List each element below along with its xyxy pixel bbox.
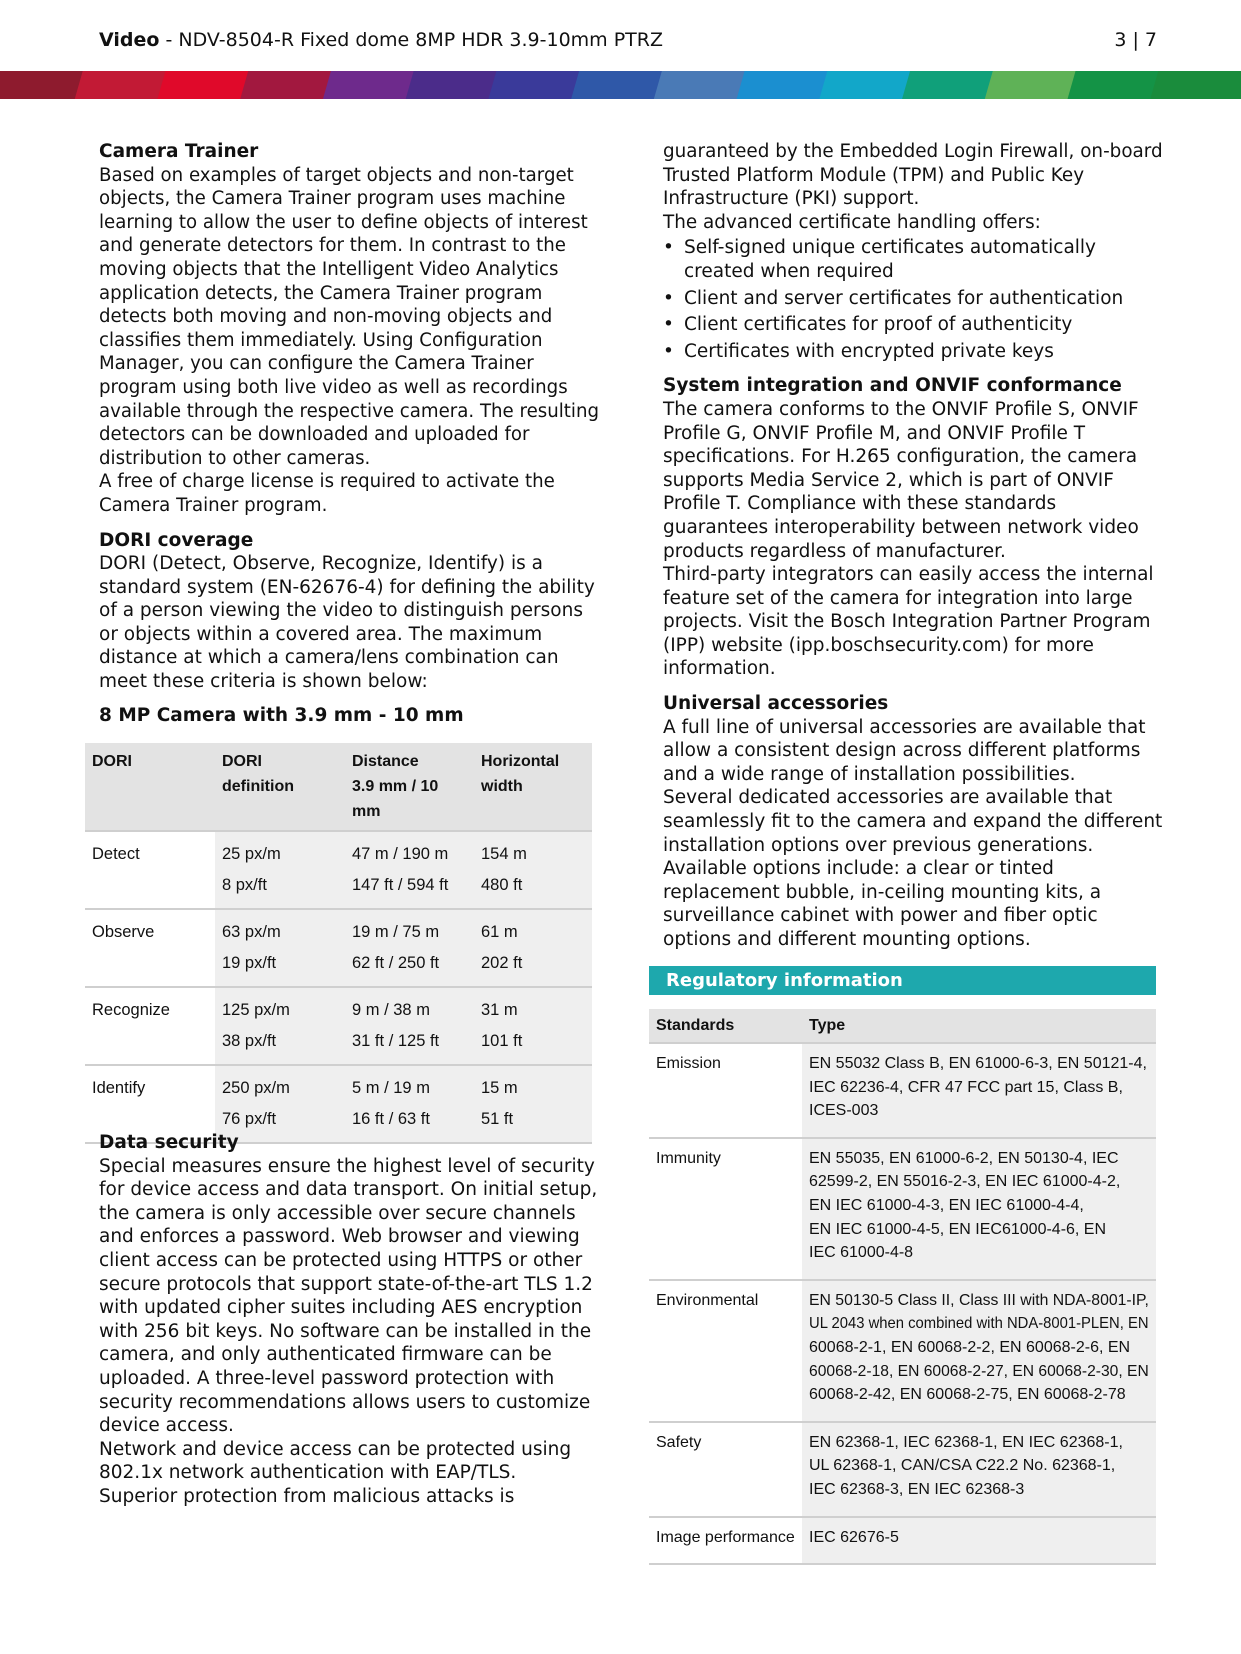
- text-line: client access can be protected using HTTPS or other: [99, 1249, 583, 1271]
- text-line: guaranteed by the Embedded Login Firewall, on-board: [663, 141, 1163, 162]
- table-header-row: [85, 743, 592, 831]
- table-row: [85, 909, 592, 987]
- text-line: classifies them immediately. Using Configuration: [99, 329, 543, 351]
- table-row: [649, 1138, 1156, 1280]
- certificate-list: [663, 236, 1163, 363]
- section-heading: Universal accessories: [663, 693, 889, 715]
- text-line: Infrastructure (PKI) support.: [663, 188, 920, 210]
- text-line: standard system (EN-62676-4) for defining the ability: [99, 576, 595, 598]
- dori-horizontal-width: 31 m 101 ft: [474, 987, 592, 1065]
- text-line: Camera Trainer program.: [99, 494, 328, 516]
- text-line: The advanced certificate handling offers:: [663, 211, 1041, 233]
- onvif-section: [663, 374, 1163, 681]
- section-body: [663, 398, 1163, 681]
- text-line: and generate detectors for them. In contrast to the: [99, 235, 566, 257]
- table-row: [649, 1043, 1156, 1138]
- text-line: Profile T. Compliance with these standards: [663, 493, 1057, 515]
- text-line: installation options over previous generations.: [663, 834, 1094, 856]
- text-line: camera, and only authenticated firmware can be: [99, 1344, 552, 1366]
- dori-level: Identify: [92, 1079, 146, 1097]
- text-line: of a person viewing the video to distinguish persons: [99, 600, 583, 622]
- section-heading: System integration and ONVIF conformance: [663, 375, 1122, 397]
- standard-category: Environmental: [656, 1291, 759, 1309]
- table-row: [85, 831, 592, 909]
- section-heading: Data security: [99, 1132, 239, 1153]
- text-line: distance at which a camera/lens combination can: [99, 647, 559, 669]
- text-line: the camera is only accessible over secure channels: [99, 1202, 576, 1224]
- standard-types: EN 62368-1, IEC 62368-1, EN IEC 62368-1, UL 62368-1, CAN/CSA C22.2 No. 62368-1, IEC 62368-3, EN IEC 62368-3: [802, 1422, 1156, 1517]
- table-row: [649, 1517, 1156, 1565]
- right-column: [663, 140, 1163, 952]
- band-segment: [1150, 71, 1241, 99]
- text-line: with 256 bit keys. No software can be installed in the: [99, 1320, 592, 1342]
- left-column: [99, 140, 599, 727]
- text-line: Third-party integrators can easily access the internal: [663, 564, 1154, 586]
- standard-types: EN 50130-5 Class II, Class III with NDA-8001-IP, UL 2043 when combined with NDA-8001-PLEN, EN 60068-2-1, EN 60068-2-2, EN 60068-2-6, EN 60068-2-18, EN 60068-2-27, EN 60068-2-30, EN 60068-2-42, EN 60068-2-75, EN 60068-2-78: [802, 1280, 1156, 1422]
- section-body: [99, 552, 599, 694]
- text-line: A full line of universal accessories are available that: [663, 716, 1146, 738]
- text-line: and a wide range of installation possibilities.: [663, 763, 1076, 785]
- column-header: Standards: [649, 1009, 802, 1043]
- section-body: [663, 716, 1163, 952]
- text-line: surveillance cabinet with power and fiber optic: [663, 905, 1098, 927]
- dori-level: Observe: [92, 923, 155, 941]
- text-line: Superior protection from malicious attacks is: [99, 1485, 515, 1507]
- standard-types: EN 55035, EN 61000-6-2, EN 50130-4, IEC 62599-2, EN 55016-2-3, EN IEC 61000-4-2, EN IEC 61000-4-3, EN IEC 61000-4-4, EN IEC 61000-4-5, EN IEC61000-4-6, EN IEC 61000-4-8: [802, 1138, 1156, 1280]
- table-row: [649, 1280, 1156, 1422]
- text-line: guarantees interoperability between network video: [663, 516, 1139, 538]
- section-body: [99, 164, 600, 518]
- column-header: Type: [802, 1009, 1156, 1043]
- text-line: or objects within a covered area. The maximum: [99, 623, 543, 645]
- column-header: Horizontal width: [474, 743, 592, 831]
- standard-category: Immunity: [656, 1149, 721, 1167]
- table-header-row: [649, 1009, 1156, 1043]
- dori-distance: 5 m / 19 m 16 ft / 63 ft: [345, 1065, 474, 1143]
- dori-definition: 25 px/m 8 px/ft: [215, 831, 345, 909]
- text-line: available through the respective camera. The resulting: [99, 400, 600, 422]
- standard-category: Emission: [656, 1055, 721, 1072]
- table-row: [85, 987, 592, 1065]
- column-header: DORI: [85, 743, 215, 831]
- text-line: learning to allow the user to define objects of interest: [99, 211, 588, 233]
- list-item: • Client certificates for proof of authenticity: [663, 313, 1163, 337]
- text-line: Manager, you can configure the Camera Trainer: [99, 353, 534, 375]
- text-line: detects both moving and non-moving objects and: [99, 306, 553, 328]
- dori-level: Recognize: [92, 1001, 170, 1019]
- regulatory-table: [649, 1009, 1156, 1565]
- regulatory-banner: Regulatory information: [649, 966, 1156, 995]
- text-line: Available options include: a clear or tinted: [663, 858, 1054, 880]
- text-line: seamlessly fit to the camera and expand the different: [663, 811, 1163, 833]
- header-product: - NDV-8504-R Fixed dome 8MP HDR 3.9-10mm PTRZ: [159, 29, 663, 51]
- dori-definition: 250 px/m 76 px/ft: [215, 1065, 345, 1143]
- section-heading: Camera Trainer: [99, 141, 259, 162]
- data-security-continued: [663, 140, 1163, 363]
- text-line: Special measures ensure the highest level of security: [99, 1155, 595, 1177]
- text-line: Several dedicated accessories are available that: [663, 787, 1113, 809]
- text-line: device access.: [99, 1415, 234, 1437]
- dori-definition: 63 px/m 19 px/ft: [215, 909, 345, 987]
- list-item: • Client and server certificates for authentication: [663, 287, 1163, 311]
- text-line: replacement bubble, in-ceiling mounting kits, a: [663, 881, 1102, 903]
- text-line: supports Media Service 2, which is part of ONVIF: [663, 469, 1114, 491]
- table-row: [649, 1422, 1156, 1517]
- column-header: DORI definition: [215, 743, 345, 831]
- text-line: uploaded. A three-level password protection with: [99, 1367, 555, 1389]
- text-line: distribution to other cameras.: [99, 447, 371, 469]
- dori-horizontal-width: 61 m 202 ft: [474, 909, 592, 987]
- text-line: objects, the Camera Trainer program uses machine: [99, 188, 566, 210]
- text-line: program using both live video as well as recordings: [99, 376, 568, 398]
- text-line: application detects, the Camera Trainer program: [99, 282, 543, 304]
- standard-category: Image performance: [656, 1528, 795, 1546]
- text-line: secure protocols that support state-of-the-art TLS 1.2: [99, 1273, 593, 1295]
- standard-category: Safety: [656, 1433, 702, 1451]
- text-line: products regardless of manufacturer.: [663, 540, 1006, 562]
- text-line: Profile G, ONVIF Profile M, and ONVIF Profile T: [663, 422, 1086, 444]
- text-line: meet these criteria is shown below:: [99, 671, 428, 693]
- dori-distance: 9 m / 38 m 31 ft / 125 ft: [345, 987, 474, 1065]
- list-item: • Certificates with encrypted private keys: [663, 340, 1163, 364]
- dori-distance: 47 m / 190 m 147 ft / 594 ft: [345, 831, 474, 909]
- dori-definition: 125 px/m 38 px/ft: [215, 987, 345, 1065]
- text-line: DORI (Detect, Observe, Recognize, Identify) is a: [99, 553, 543, 575]
- text-line: A free of charge license is required to activate the: [99, 471, 555, 493]
- text-line: (IPP) website (ipp.boschsecurity.com) for more: [663, 634, 1094, 656]
- data-security-section: [99, 1131, 599, 1509]
- brand-color-band: [0, 71, 1241, 99]
- text-line: with updated cipher suites including AES encryption: [99, 1297, 583, 1319]
- dori-level: Detect: [92, 845, 140, 863]
- dori-coverage-section: [99, 529, 599, 728]
- text-line: security recommendations allows users to customize: [99, 1391, 591, 1413]
- standard-types: EN 55032 Class B, EN 61000-6-3, EN 50121-4, IEC 62236-4, CFR 47 FCC part 15, Class B, ICES-003: [802, 1043, 1156, 1138]
- text-line: Based on examples of target objects and non-target: [99, 164, 574, 186]
- page-number: 3 | 7: [1114, 29, 1157, 51]
- section-body: [663, 140, 1163, 234]
- table-caption: 8 MP Camera with 3.9 mm - 10 mm: [99, 704, 464, 726]
- camera-trainer-section: [99, 140, 599, 518]
- text-line: and enforces a password. Web browser and viewing: [99, 1226, 580, 1248]
- text-line: feature set of the camera for integration into large: [663, 587, 1133, 609]
- column-header: Distance 3.9 mm / 10 mm: [345, 743, 474, 831]
- dori-distance: 19 m / 75 m 62 ft / 250 ft: [345, 909, 474, 987]
- text-line: options and different mounting options.: [663, 929, 1031, 950]
- text-line: Network and device access can be protected using: [99, 1438, 572, 1460]
- section-heading: DORI coverage: [99, 529, 254, 551]
- text-line: moving objects that the Intelligent Video Analytics: [99, 258, 559, 280]
- text-line: for device access and data transport. On initial setup,: [99, 1179, 598, 1201]
- section-body: [99, 1155, 599, 1509]
- text-line: 802.1x network authentication with EAP/TLS.: [99, 1462, 517, 1484]
- dori-table: [85, 743, 592, 1144]
- text-line: Trusted Platform Module (TPM) and Public Key: [663, 164, 1085, 186]
- document-header-title: [99, 27, 663, 53]
- text-line: information.: [663, 658, 776, 680]
- universal-accessories-section: [663, 692, 1163, 952]
- standard-types: IEC 62676-5: [802, 1517, 1156, 1565]
- dori-horizontal-width: 15 m 51 ft: [474, 1065, 592, 1143]
- text-line: allow a consistent design across different platforms: [663, 740, 1141, 762]
- text-line: The camera conforms to the ONVIF Profile S, ONVIF: [663, 398, 1139, 420]
- text-line: detectors can be downloaded and uploaded for: [99, 424, 530, 446]
- header-category: Video: [99, 29, 160, 51]
- dori-horizontal-width: 154 m 480 ft: [474, 831, 592, 909]
- list-item: • Self-signed unique certificates automatically created when required: [663, 236, 1163, 283]
- text-line: projects. Visit the Bosch Integration Partner Program: [663, 611, 1151, 633]
- text-line: specifications. For H.265 configuration, the camera: [663, 446, 1138, 468]
